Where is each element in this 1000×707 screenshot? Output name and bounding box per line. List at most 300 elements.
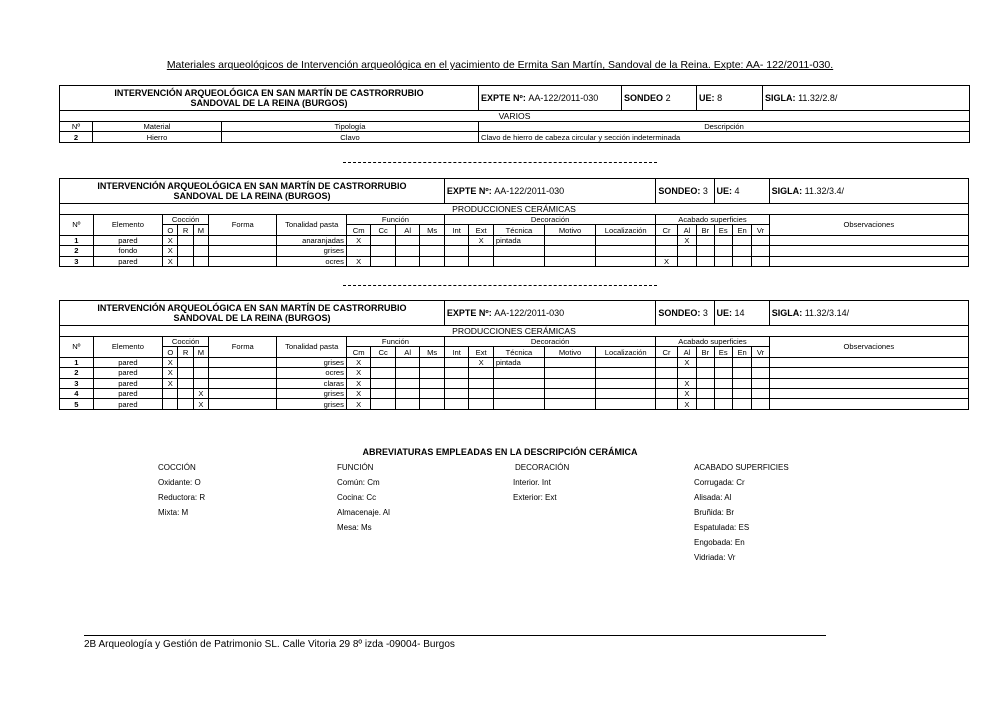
cell-deco-int (444, 378, 469, 388)
cell-coccion-o (163, 388, 178, 398)
sub-al: Al (677, 347, 696, 357)
table-body (60, 235, 969, 266)
cell-funcion-cm: X (346, 256, 371, 266)
col-decoracion: Decoración (444, 215, 655, 225)
cell-deco-int (444, 357, 469, 367)
cell-acabado-es (714, 357, 732, 367)
cell-acabado-cr (656, 357, 677, 367)
ceramic-table-ue4 (59, 178, 969, 267)
cell-acabado-en (732, 368, 751, 378)
cell-deco-ext: X (469, 357, 494, 367)
ue-value: 4 (734, 185, 740, 196)
sub-al: Al (395, 225, 420, 235)
sub-cr: Cr (656, 347, 677, 357)
cell-elemento: pared (93, 368, 162, 378)
cell-coccion-m (193, 378, 208, 388)
col-observaciones: Observaciones (769, 215, 968, 236)
intervention-line2: SANDOVAL DE LA REINA (BURGOS) (190, 98, 348, 108)
cell-deco-localizacion (596, 368, 656, 378)
ue-value: 14 (734, 307, 745, 318)
cell-deco-tecnica (493, 399, 544, 409)
cell-tonalidad: ocres (277, 368, 346, 378)
sub-ms: Ms (420, 225, 445, 235)
abbr-heading: DECORACIÓN (515, 463, 570, 472)
cell-funcion-al (395, 357, 420, 367)
sub-int: Int (444, 347, 469, 357)
cell-funcion-cm: X (346, 235, 371, 245)
cell-n: 2 (60, 246, 94, 256)
cell-tonalidad: grises (277, 357, 346, 367)
abbr-item: Exterior: Ext (513, 493, 557, 502)
cell-acabado-es (714, 246, 732, 256)
cell-coccion-o (163, 399, 178, 409)
cell-deco-ext (469, 256, 494, 266)
sub-en: En (732, 225, 751, 235)
cell-deco-tecnica (493, 378, 544, 388)
sub-r: R (178, 225, 193, 235)
cell-observaciones (769, 246, 968, 256)
cell-coccion-m (193, 357, 208, 367)
sub-ext: Ext (469, 347, 494, 357)
cell-coccion-r (178, 256, 193, 266)
intervention-title (60, 179, 445, 204)
cell-funcion-ms (420, 357, 445, 367)
ue-label: UE: (716, 185, 733, 196)
cell-acabado-cr (656, 368, 677, 378)
cell-funcion-cm: X (346, 378, 371, 388)
cell-funcion-ms (420, 399, 445, 409)
cell-n: 3 (60, 256, 94, 266)
cell-deco-localizacion (596, 378, 656, 388)
expte-label: EXPTE Nº: (481, 92, 526, 103)
cell-forma (209, 256, 277, 266)
sigla-label: SIGLA: (765, 92, 796, 103)
abbr-item: Vidriada: Vr (694, 553, 736, 562)
cell-acabado-al: X (677, 235, 696, 245)
sub-vr: Vr (752, 225, 769, 235)
cell-deco-ext (469, 399, 494, 409)
cell-acabado-vr (752, 246, 769, 256)
sub-al: Al (395, 347, 420, 357)
col-observaciones: Observaciones (769, 337, 968, 358)
cell-acabado-en (732, 357, 751, 367)
cell-acabado-cr: X (656, 256, 677, 266)
cell-funcion-cc (371, 357, 396, 367)
cell-funcion-cc (371, 246, 396, 256)
cell-tipologia: Clavo (222, 132, 479, 142)
abbr-acabado (694, 463, 789, 562)
table-row (60, 132, 970, 142)
expte-value: AA-122/2011-030 (494, 185, 565, 196)
cell-funcion-al (395, 388, 420, 398)
cell-deco-localizacion (596, 357, 656, 367)
sub-r: R (178, 347, 193, 357)
cell-funcion-cc (371, 388, 396, 398)
section-title: VARIOS (60, 111, 970, 122)
cell-acabado-vr (752, 378, 769, 388)
col-elemento: Elemento (93, 337, 162, 358)
expte-value: AA-122/2011-030 (528, 92, 599, 103)
cell-funcion-cc (371, 256, 396, 266)
cell-coccion-m (193, 246, 208, 256)
cell-coccion-o: X (163, 357, 178, 367)
cell-acabado-es (714, 256, 732, 266)
cell-funcion-ms (420, 378, 445, 388)
sub-ext: Ext (469, 225, 494, 235)
cell-funcion-cc (371, 235, 396, 245)
sub-vr: Vr (752, 347, 769, 357)
cell-acabado-vr (752, 388, 769, 398)
cell-acabado-al: X (677, 357, 696, 367)
cell-acabado-al: X (677, 378, 696, 388)
sub-cc: Cc (371, 347, 396, 357)
table-header-row (60, 86, 970, 111)
cell-funcion-ms (420, 256, 445, 266)
abbr-item: Oxidante: O (158, 478, 201, 487)
cell-n: 2 (60, 132, 93, 142)
cell-deco-motivo (544, 388, 595, 398)
cell-deco-ext (469, 246, 494, 256)
cell-funcion-al (395, 246, 420, 256)
cell-forma (209, 357, 277, 367)
abbr-item: Espatulada: ES (694, 523, 750, 532)
abbr-decoracion (515, 463, 569, 502)
cell-n: 1 (60, 357, 94, 367)
cell-n: 2 (60, 368, 94, 378)
ue-cell (697, 86, 763, 111)
intervention-line2: SANDOVAL DE LA REINA (BURGOS) (173, 191, 331, 201)
cell-deco-int (444, 399, 469, 409)
sigla-cell (769, 179, 968, 204)
cell-observaciones (769, 235, 968, 245)
cell-funcion-ms (420, 235, 445, 245)
abbr-coccion (158, 463, 205, 517)
sub-br: Br (697, 225, 714, 235)
abbr-heading: ACABADO SUPERFICIES (694, 463, 789, 472)
cell-deco-tecnica (493, 246, 544, 256)
cell-acabado-es (714, 368, 732, 378)
abbr-item: Corrugada: Cr (694, 478, 745, 487)
sondeo-value: 3 (702, 307, 708, 318)
cell-funcion-cm: X (346, 357, 371, 367)
cell-tonalidad: grises (277, 246, 346, 256)
cell-elemento: fondo (93, 246, 162, 256)
cell-acabado-es (714, 388, 732, 398)
sub-motivo: Motivo (544, 225, 595, 235)
cell-funcion-cc (371, 368, 396, 378)
sub-m: M (193, 225, 208, 235)
cell-acabado-vr (752, 368, 769, 378)
cell-n: 4 (60, 388, 94, 398)
sigla-cell (763, 86, 970, 111)
sigla-label: SIGLA: (771, 185, 803, 196)
cell-funcion-cc (371, 378, 396, 388)
table-row (60, 357, 969, 367)
cell-acabado-es (714, 399, 732, 409)
table-row (60, 399, 969, 409)
cell-coccion-r (178, 246, 193, 256)
abbr-item: Interior. Int (513, 478, 551, 487)
intervention-title (60, 301, 445, 326)
col-descripcion: Descripción (479, 122, 970, 132)
cell-elemento: pared (93, 256, 162, 266)
sub-br: Br (697, 347, 714, 357)
cell-acabado-br (697, 399, 714, 409)
varios-table (59, 85, 970, 143)
cell-funcion-al (395, 235, 420, 245)
cell-acabado-al: X (677, 399, 696, 409)
expte-label: EXPTE Nº: (446, 307, 492, 318)
abbr-item: Bruñida: Br (694, 508, 735, 517)
cell-n: 1 (60, 235, 94, 245)
expte-cell (479, 86, 622, 111)
cell-deco-tecnica: pintada (493, 235, 544, 245)
sub-int: Int (444, 225, 469, 235)
cell-acabado-br (697, 235, 714, 245)
cell-deco-localizacion (596, 256, 656, 266)
abbr-item: Reductora: R (158, 493, 206, 502)
cell-deco-ext (469, 378, 494, 388)
cell-acabado-cr (656, 378, 677, 388)
sub-es: Es (714, 225, 732, 235)
sub-ms: Ms (420, 347, 445, 357)
col-coccion: Cocción (163, 337, 209, 347)
cell-acabado-al (677, 256, 696, 266)
cell-coccion-r (178, 368, 193, 378)
sub-cr: Cr (656, 225, 677, 235)
cell-forma (209, 368, 277, 378)
cell-deco-ext: X (469, 235, 494, 245)
footer-divider (84, 635, 826, 636)
cell-acabado-vr (752, 235, 769, 245)
cell-tonalidad: grises (277, 399, 346, 409)
cell-funcion-cm: X (346, 399, 371, 409)
intervention-title (60, 86, 479, 111)
intervention-line1: INTERVENCIÓN ARQUEOLÓGICA EN SAN MARTÍN DE CASTRORRUBIO (114, 88, 424, 98)
cell-deco-ext (469, 388, 494, 398)
sondeo-value: 3 (702, 185, 708, 196)
ue-cell (714, 301, 769, 326)
col-funcion: Función (346, 215, 444, 225)
cell-elemento: pared (93, 235, 162, 245)
cell-coccion-m: X (193, 399, 208, 409)
cell-deco-localizacion (596, 235, 656, 245)
cell-acabado-en (732, 235, 751, 245)
abbr-heading: FUNCIÓN (337, 463, 374, 472)
sub-motivo: Motivo (544, 347, 595, 357)
intervention-line2: SANDOVAL DE LA REINA (BURGOS) (173, 313, 331, 323)
cell-deco-int (444, 388, 469, 398)
abbr-item: Mixta: M (158, 508, 189, 517)
abbr-item: Engobada: En (694, 538, 745, 547)
cell-acabado-en (732, 388, 751, 398)
sub-es: Es (714, 347, 732, 357)
sigla-label: SIGLA: (771, 307, 803, 318)
sondeo-cell (656, 179, 714, 204)
abbr-item: Común: Cm (337, 478, 380, 487)
cell-coccion-o: X (163, 378, 178, 388)
cell-acabado-vr (752, 357, 769, 367)
expte-cell (444, 179, 655, 204)
ue-label: UE: (716, 307, 733, 318)
cell-funcion-cm: X (346, 388, 371, 398)
sub-tecnica: Técnica (493, 225, 544, 235)
cell-deco-motivo (544, 399, 595, 409)
cell-acabado-br (697, 378, 714, 388)
cell-coccion-r (178, 388, 193, 398)
cell-coccion-r (178, 378, 193, 388)
cell-forma (209, 235, 277, 245)
sub-tecnica: Técnica (493, 347, 544, 357)
cell-coccion-o: X (163, 368, 178, 378)
expte-cell (444, 301, 655, 326)
separator-2 (343, 285, 657, 286)
cell-tonalidad: anaranjadas (277, 235, 346, 245)
cell-acabado-br (697, 388, 714, 398)
col-n: Nº (60, 215, 94, 236)
cell-observaciones (769, 357, 968, 367)
cell-tonalidad: ocres (277, 256, 346, 266)
cell-observaciones (769, 368, 968, 378)
cell-acabado-al: X (677, 388, 696, 398)
sub-cc: Cc (371, 225, 396, 235)
abbreviations-title: ABREVIATURAS EMPLEADAS EN LA DESCRIPCIÓN CERÁMICA (362, 447, 638, 457)
cell-elemento: pared (93, 388, 162, 398)
section-title: PRODUCCIONES CERÁMICAS (60, 204, 969, 215)
cell-tonalidad: grises (277, 388, 346, 398)
cell-deco-ext (469, 368, 494, 378)
cell-coccion-o: X (163, 235, 178, 245)
cell-forma (209, 399, 277, 409)
cell-funcion-al (395, 256, 420, 266)
sondeo-cell (622, 86, 697, 111)
col-tonalidad: Tonalidad pasta (277, 215, 346, 236)
sub-o: O (163, 225, 178, 235)
cell-funcion-ms (420, 246, 445, 256)
cell-funcion-cc (371, 399, 396, 409)
ue-label: UE: (699, 92, 715, 103)
cell-elemento: pared (93, 357, 162, 367)
cell-acabado-en (732, 246, 751, 256)
cell-coccion-m (193, 235, 208, 245)
ue-value: 8 (717, 92, 723, 103)
table-row (60, 378, 969, 388)
cell-coccion-o: X (163, 246, 178, 256)
ceramic-table-ue14 (59, 300, 969, 410)
cell-acabado-cr (656, 246, 677, 256)
col-forma: Forma (209, 215, 277, 236)
section-title: PRODUCCIONES CERÁMICAS (60, 326, 969, 337)
cell-deco-motivo (544, 246, 595, 256)
sigla-cell (769, 301, 968, 326)
cell-material: Hierro (93, 132, 222, 142)
col-coccion: Cocción (163, 215, 209, 225)
cell-deco-localizacion (596, 399, 656, 409)
cell-acabado-br (697, 256, 714, 266)
table-body (60, 357, 969, 409)
sub-o: O (163, 347, 178, 357)
cell-coccion-r (178, 357, 193, 367)
cell-funcion-al (395, 368, 420, 378)
cell-elemento: pared (93, 378, 162, 388)
cell-funcion-ms (420, 388, 445, 398)
cell-deco-int (444, 256, 469, 266)
cell-acabado-vr (752, 256, 769, 266)
cell-coccion-m (193, 368, 208, 378)
cell-deco-tecnica (493, 368, 544, 378)
cell-observaciones (769, 378, 968, 388)
cell-acabado-en (732, 399, 751, 409)
cell-deco-motivo (544, 357, 595, 367)
cell-funcion-al (395, 399, 420, 409)
cell-deco-tecnica (493, 256, 544, 266)
cell-tonalidad: claras (277, 378, 346, 388)
cell-n: 3 (60, 378, 94, 388)
cell-observaciones (769, 256, 968, 266)
cell-forma (209, 388, 277, 398)
cell-observaciones (769, 388, 968, 398)
cell-acabado-cr (656, 235, 677, 245)
cell-forma (209, 246, 277, 256)
col-acabado: Acabado superficies (656, 215, 769, 225)
sigla-value: 11.32/3.4/ (804, 185, 845, 196)
cell-acabado-br (697, 357, 714, 367)
cell-deco-motivo (544, 235, 595, 245)
separator-1 (343, 162, 657, 163)
cell-acabado-al (677, 246, 696, 256)
table-row (60, 388, 969, 398)
cell-acabado-es (714, 235, 732, 245)
sub-al: Al (677, 225, 696, 235)
col-n: Nº (60, 122, 93, 132)
col-forma: Forma (209, 337, 277, 358)
cell-acabado-br (697, 368, 714, 378)
sondeo-label: SONDEO: (658, 307, 701, 318)
cell-acabado-vr (752, 399, 769, 409)
table-row (60, 246, 969, 256)
cell-coccion-o: X (163, 256, 178, 266)
cell-acabado-en (732, 378, 751, 388)
col-elemento: Elemento (93, 215, 162, 236)
table-row (60, 368, 969, 378)
sondeo-value: 2 (665, 92, 671, 103)
cell-acabado-cr (656, 399, 677, 409)
abbr-funcion (337, 463, 390, 532)
page-title: Materiales arqueológicos de Intervención arqueológica en el yacimiento de Ermita San Martín, Sandoval de la Reina. Expte: AA- 122/2011-030. (166, 59, 834, 71)
cell-acabado-al (677, 368, 696, 378)
cell-n: 5 (60, 399, 94, 409)
table-row (60, 235, 969, 245)
cell-coccion-r (178, 235, 193, 245)
expte-value: AA-122/2011-030 (494, 307, 565, 318)
intervention-line1: INTERVENCIÓN ARQUEOLÓGICA EN SAN MARTÍN DE CASTRORRUBIO (97, 303, 407, 313)
cell-deco-int (444, 246, 469, 256)
sondeo-cell (656, 301, 714, 326)
cell-deco-motivo (544, 378, 595, 388)
cell-deco-int (444, 368, 469, 378)
abbr-heading: COCCIÓN (158, 463, 196, 472)
cell-funcion-ms (420, 368, 445, 378)
ue-cell (714, 179, 769, 204)
cell-descripcion: Clavo de hierro de cabeza circular y sección indeterminada (479, 132, 970, 142)
sub-localizacion: Localización (596, 225, 656, 235)
cell-deco-tecnica: pintada (493, 357, 544, 367)
cell-coccion-m (193, 256, 208, 266)
cell-funcion-al (395, 378, 420, 388)
cell-deco-localizacion (596, 388, 656, 398)
sub-en: En (732, 347, 751, 357)
abbr-item: Almacenaje. Al (337, 508, 390, 517)
